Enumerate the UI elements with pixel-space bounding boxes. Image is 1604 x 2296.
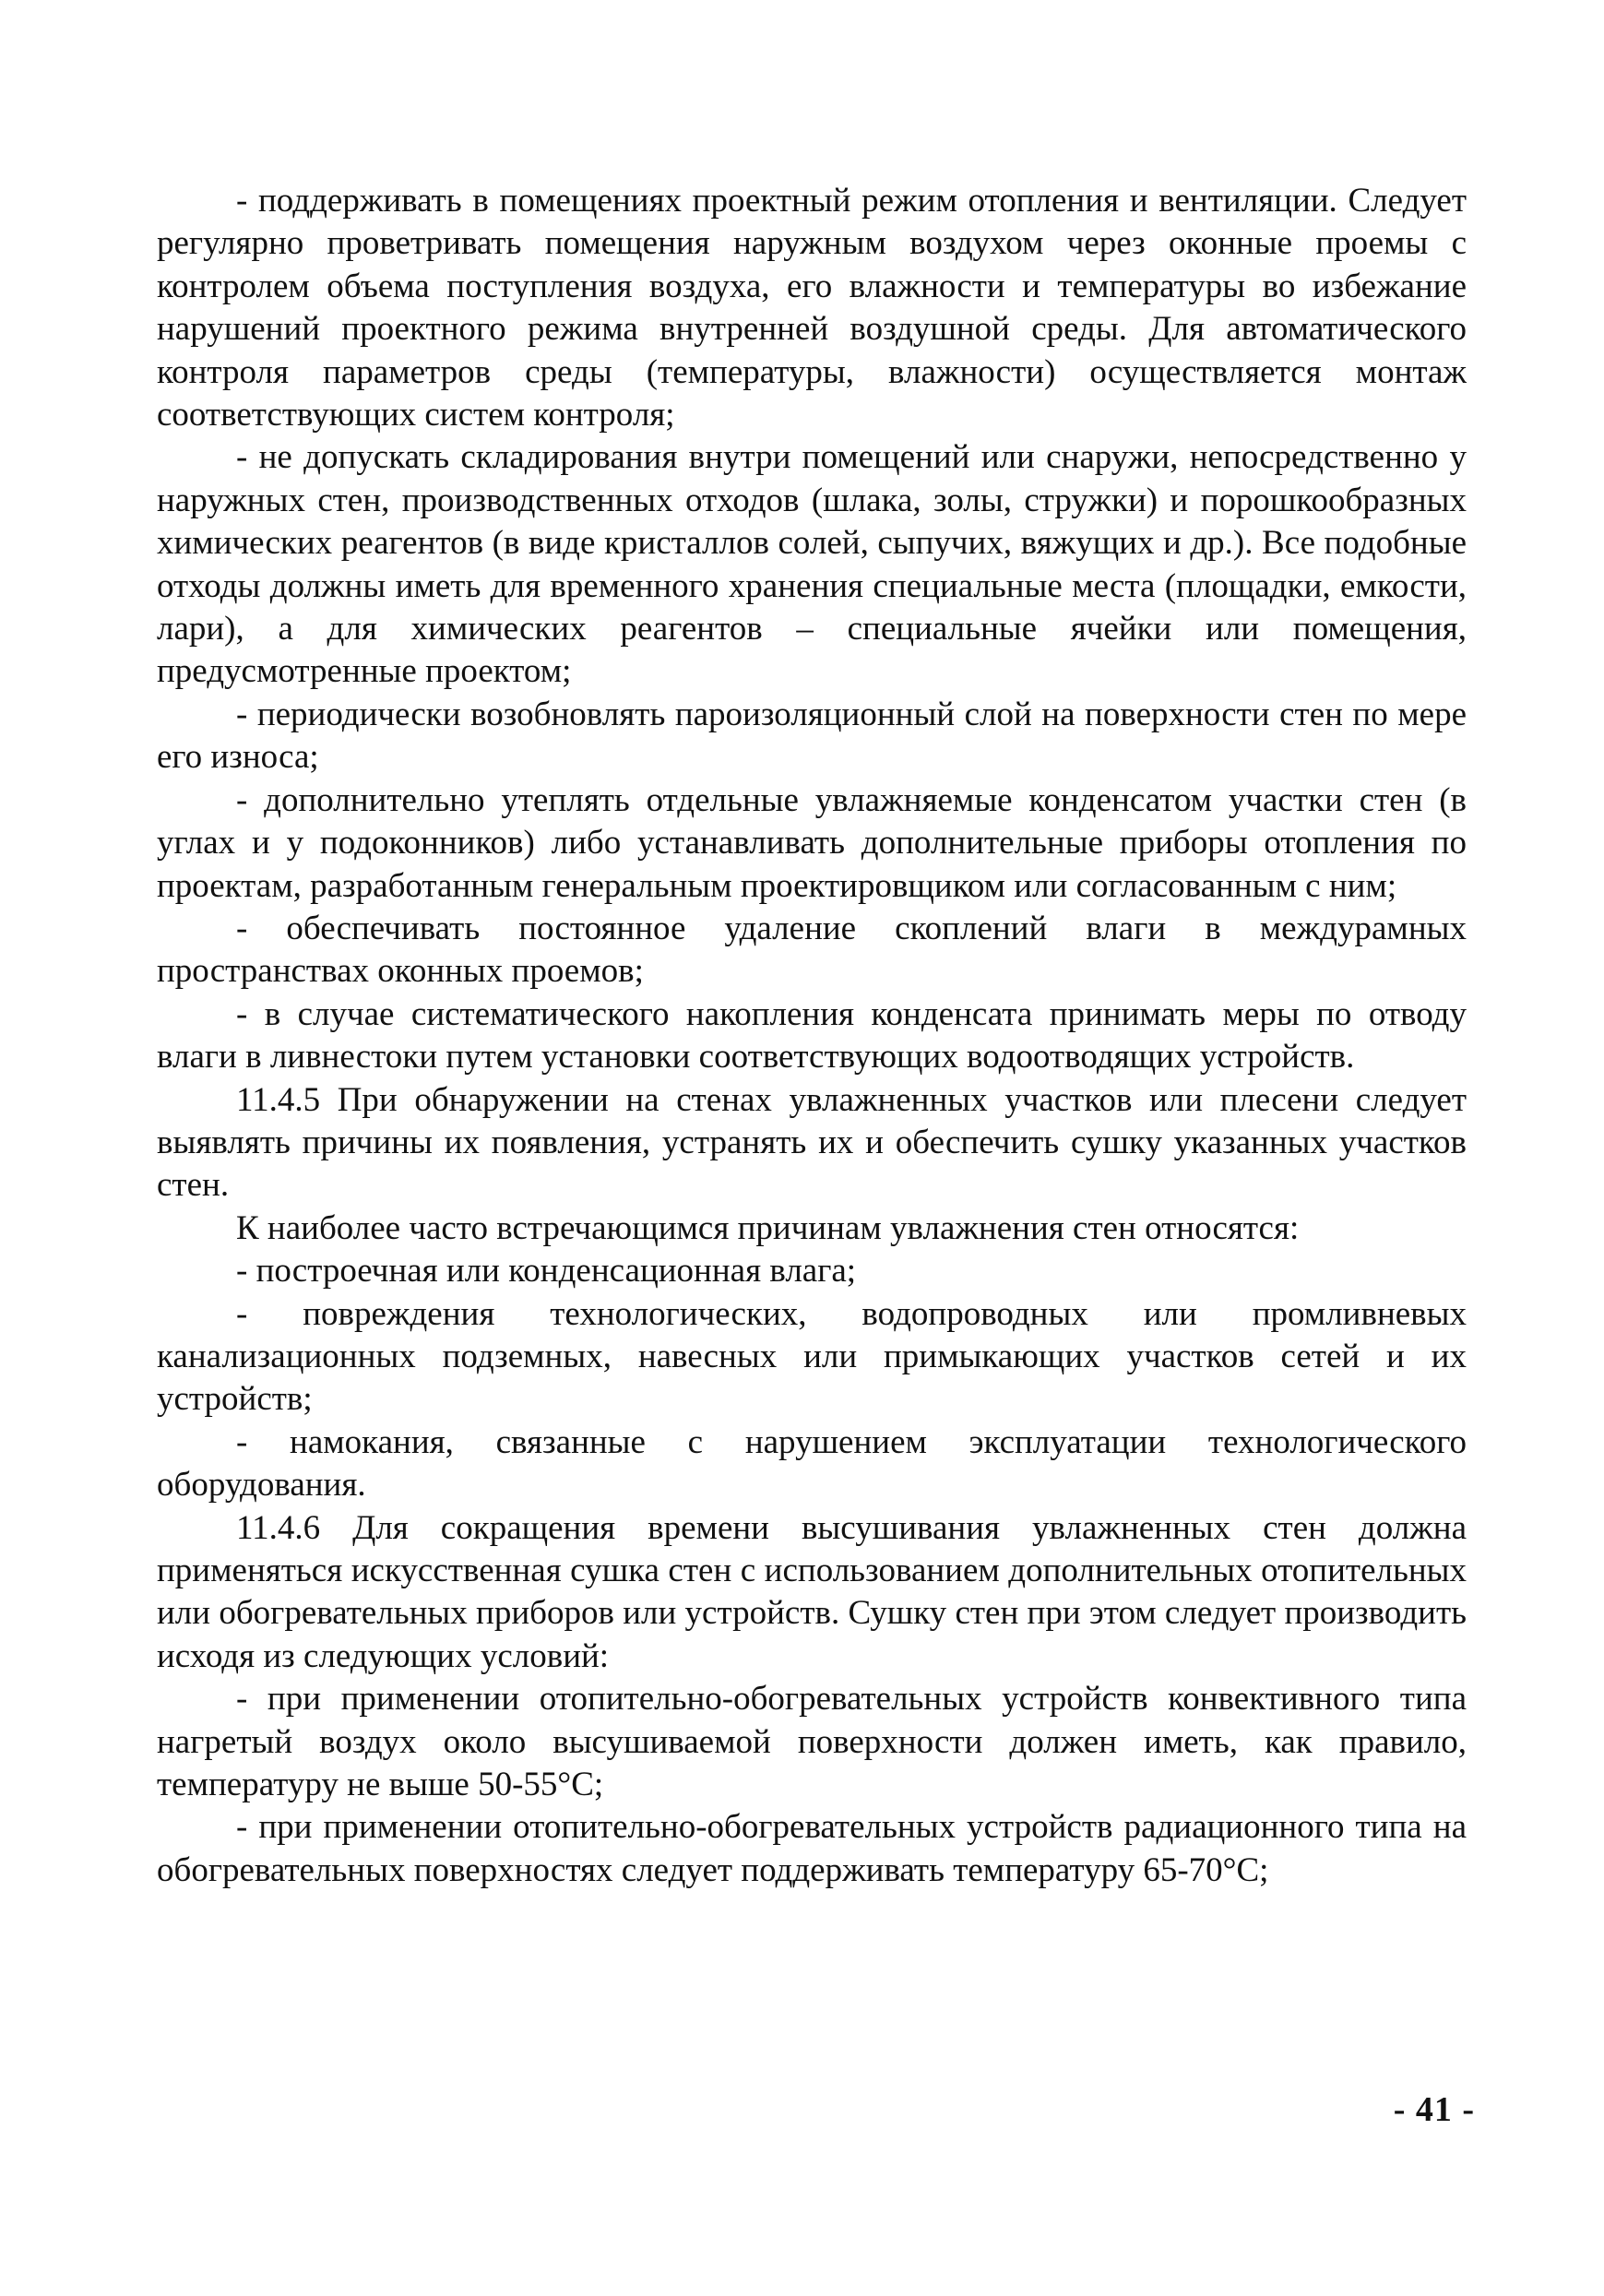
page-number: - 41 - bbox=[1393, 2090, 1475, 2129]
paragraph-insulation: - дополнительно утеплять отдельные увлажняемые конденсатом участки стен (в углах и у подоконников) либо устанавливать дополнительные приборы отопления по проектам, разработанным генеральным проектировщиком или согласованным с ним; bbox=[157, 780, 1467, 905]
paragraph-cause-network-damage: - повреждения технологических, водопроводных или промливневых канализационных подземных, навесных или примыкающих участков сетей и их устройств; bbox=[157, 1294, 1467, 1419]
paragraph-section-11-4-5: 11.4.5 При обнаружении на стенах увлажненных участков или плесени следует выявлять причины их появления, устранять их и обеспечить сушку указанных участков стен. bbox=[157, 1080, 1467, 1205]
paragraph-cause-construction-moisture: - построечная или конденсационная влага; bbox=[236, 1252, 857, 1291]
paragraph-storage-prohibition: - не допускать складирования внутри помещений или снаружи, непосредственно у наружных стен, производственных отходов (шлака, золы, стружки) и порошкообразных химических реагентов (в виде кристаллов солей, сыпучих, вяжущих и др.). Все подобные отходы должны иметь для временного хранения специальные места (площадки, емкости, лари), а для химических реагентов – специальные ячейки или помещения, предусмотренные проектом; bbox=[157, 438, 1467, 691]
paragraph-vapor-barrier: - периодически возобновлять пароизоляционный слой на поверхности стен по мере его износа; bbox=[157, 695, 1467, 777]
paragraph-heating-ventilation: - поддерживать в помещениях проектный режим отопления и вентиляции. Следует регулярно проветривать помещения наружным воздухом через оконные проемы с контролем объема поступления воздуха, его влажности и температуры во избежание нарушений проектного режима внутренней воздушной среды. Для автоматического контроля параметров среды (температуры, влажности) осуществляется монтаж соответствующих систем контроля; bbox=[157, 182, 1467, 434]
paragraph-moisture-removal: - обеспечивать постоянное удаление скоплений влаги в междурамных пространствах оконных проемов; bbox=[157, 909, 1467, 991]
paragraph-causes-intro: К наиболее часто встречающимся причинам увлажнения стен относятся: bbox=[236, 1208, 1300, 1247]
body-text bbox=[157, 180, 1467, 1892]
paragraph-condensate-drainage: - в случае систематического накопления конденсата принимать меры по отводу влаги в ливнестоки путем установки соответствующих водоотводящих устройств. bbox=[157, 994, 1467, 1077]
paragraph-radiant-drying: - при применении отопительно-обогревательных устройств радиационного типа на обогревательных поверхностях следует поддерживать температуру 65-70°С; bbox=[157, 1808, 1467, 1889]
paragraph-cause-equipment-wetting: - намокания, связанные с нарушением эксплуатации технологического оборудования. bbox=[157, 1422, 1467, 1505]
paragraph-convective-drying: - при применении отопительно-обогревательных устройств конвективного типа нагретый воздух около высушиваемой поверхности должен иметь, как правило, температуру не выше 50-55°С; bbox=[157, 1680, 1467, 1804]
paragraph-section-11-4-6: 11.4.6 Для сокращения времени высушивания увлажненных стен должна применяться искусственная сушка стен с использованием дополнительных отопительных или обогревательных приборов или устройств. Сушку стен при этом следует производить исходя из следующих условий: bbox=[157, 1508, 1467, 1675]
